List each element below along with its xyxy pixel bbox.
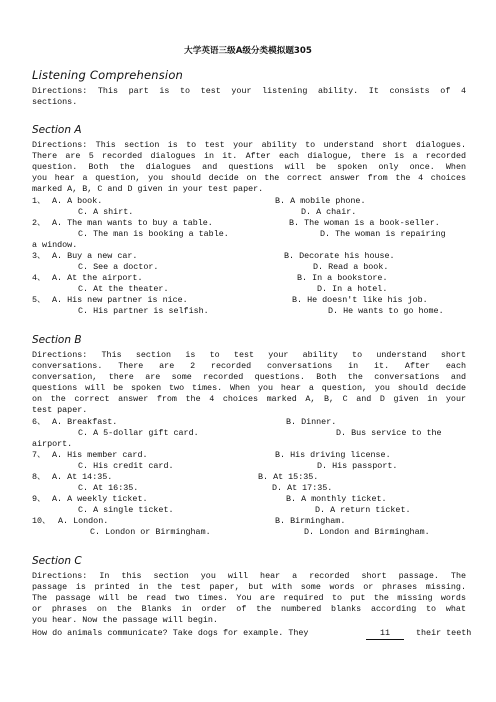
passage-text: How do animals communicate? Take dogs for example. They — [32, 628, 309, 638]
option-d: D. London and Birmingham. — [304, 527, 430, 537]
option-d: D. A return ticket. — [315, 505, 411, 515]
question-6-options-cd — [32, 428, 466, 439]
section-a-directions-line: question. Both the dialogues and questions will be spoken only once. When — [32, 162, 466, 172]
question-3 — [32, 251, 466, 262]
option-c: C. His credit card. — [78, 461, 174, 471]
question-2-options-cd — [32, 229, 466, 240]
section-a-directions-line: There are 5 recorded dialogues in it. After each dialogue, there is a recorded — [32, 151, 466, 161]
section-a-directions-line: Directions: This section is to test your ability to understand short dialogues. — [32, 140, 466, 150]
question-10 — [32, 516, 466, 527]
option-d: D. The woman is repairing — [320, 229, 446, 239]
section-b-directions-line: conversations. There are 2 recorded conversations in it. After each — [32, 361, 466, 371]
option-c: C. A shirt. — [78, 207, 134, 217]
question-6 — [32, 417, 466, 428]
question-number: 1、 — [32, 196, 46, 206]
question-5-options-cd — [32, 306, 466, 317]
question-4 — [32, 273, 466, 284]
option-a: A. At the airport. — [52, 273, 143, 283]
option-a: A. At 14:35. — [52, 472, 113, 482]
question-1-options-cd — [32, 207, 466, 218]
question-number: 6、 — [32, 417, 46, 427]
option-d: D. His passport. — [317, 461, 398, 471]
answer-blank-11[interactable]: 11 — [366, 628, 404, 640]
question-7 — [32, 450, 466, 461]
section-b-directions-line: questions will be spoken two times. When you hear a question, you should decide — [32, 383, 466, 393]
option-b: B. Birmingham. — [275, 516, 346, 526]
section-b-directions-line: conversation, there are some recorded questions. Both the conversations and — [32, 372, 466, 382]
option-c: C. See a doctor. — [78, 262, 159, 272]
option-d: D. Bus service to the — [336, 428, 442, 438]
question-7-options-cd — [32, 461, 466, 472]
option-a: A. A weekly ticket. — [52, 494, 148, 504]
question-10-options-cd — [32, 527, 466, 538]
question-1 — [32, 196, 466, 207]
question-3-options-cd — [32, 262, 466, 273]
option-d: D. He wants to go home. — [328, 306, 444, 316]
question-5 — [32, 295, 466, 306]
question-9-options-cd — [32, 505, 466, 516]
section-a-directions-line: you hear a question, you should decide on the correct answer from the 4 choices — [32, 173, 466, 183]
question-number: 5、 — [32, 295, 46, 305]
listening-directions-line: sections. — [32, 97, 78, 107]
option-b: B. He doesn't like his job. — [292, 295, 428, 305]
question-number: 7、 — [32, 450, 46, 460]
option-b: B. In a bookstore. — [297, 273, 388, 283]
section-a-heading: Section A — [32, 124, 82, 136]
question-2 — [32, 218, 466, 229]
option-d: D. Read a book. — [313, 262, 389, 272]
option-b: B. At 15:35. — [258, 472, 319, 482]
question-2-continuation — [32, 240, 466, 251]
section-b-heading: Section B — [32, 334, 82, 346]
listening-directions-line: Directions: This part is to test your listening ability. It consists of 4 — [32, 86, 466, 96]
section-c-directions-line: passage is printed in the test paper, but with some words or phrases missing. — [32, 582, 466, 592]
section-b-directions-line: on the correct answer from the 4 choices marked A, B, C and D given in your — [32, 394, 466, 404]
option-d-continued: a window. — [32, 240, 78, 250]
section-a-directions-line: marked A, B, C and D given in your test paper. — [32, 184, 264, 194]
option-c: C. His partner is selfish. — [78, 306, 209, 316]
option-d: D. In a hotel. — [317, 284, 388, 294]
passage-line — [32, 628, 472, 639]
question-8-options-cd — [32, 483, 466, 494]
section-c-directions-line: you hear. Now the passage will begin. — [32, 615, 218, 625]
option-b: B. Decorate his house. — [284, 251, 395, 261]
question-number: 9、 — [32, 494, 46, 504]
option-a: A. Breakfast. — [52, 417, 118, 427]
option-b: B. A mobile phone. — [275, 196, 366, 206]
option-a: A. London. — [58, 516, 109, 526]
section-c-directions-line: Directions: In this section you will hear a recorded short passage. The — [32, 571, 466, 581]
question-number: 10、 — [32, 516, 51, 526]
question-number: 8、 — [32, 472, 46, 482]
option-a: A. His member card. — [52, 450, 148, 460]
option-a: A. His new partner is nice. — [52, 295, 188, 305]
section-c-directions-line: The passage will be read two times. You are required to put the missing words — [32, 593, 466, 603]
option-b: B. His driving license. — [275, 450, 391, 460]
section-c-heading: Section C — [32, 555, 82, 567]
option-a: A. A book. — [52, 196, 103, 206]
section-c-directions-line: or phrases on the Blanks in order of the numbered blanks according to what — [32, 604, 466, 614]
option-c: C. A 5-dollar gift card. — [78, 428, 199, 438]
option-c: C. A single ticket. — [78, 505, 174, 515]
passage-text-continued: their teeth — [416, 628, 472, 638]
option-b: B. A monthly ticket. — [286, 494, 387, 504]
option-c: C. London or Birmingham. — [90, 527, 211, 537]
question-8 — [32, 472, 466, 483]
question-6-continuation — [32, 439, 466, 450]
question-number: 4、 — [32, 273, 46, 283]
question-number: 3、 — [32, 251, 46, 261]
option-c: C. At the theater. — [78, 284, 169, 294]
option-a: A. Buy a new car. — [52, 251, 138, 261]
option-c: C. The man is booking a table. — [78, 229, 229, 239]
option-b: B. Dinner. — [286, 417, 337, 427]
listening-heading: Listening Comprehension — [32, 68, 184, 82]
option-d: D. At 17:35. — [272, 483, 333, 493]
option-d: D. A chair. — [301, 207, 357, 217]
option-c: C. At 16:35. — [78, 483, 139, 493]
question-9 — [32, 494, 466, 505]
option-b: B. The woman is a book-seller. — [289, 218, 440, 228]
question-4-options-cd — [32, 284, 466, 295]
question-number: 2、 — [32, 218, 46, 228]
section-b-directions-line: test paper. — [32, 405, 88, 415]
option-a: A. The man wants to buy a table. — [52, 218, 213, 228]
option-d-continued: airport. — [32, 439, 73, 449]
document-title: 大学英语三级A级分类模拟题305 — [184, 46, 312, 56]
section-b-directions-line: Directions: This section is to test your ability to understand short — [32, 350, 466, 360]
